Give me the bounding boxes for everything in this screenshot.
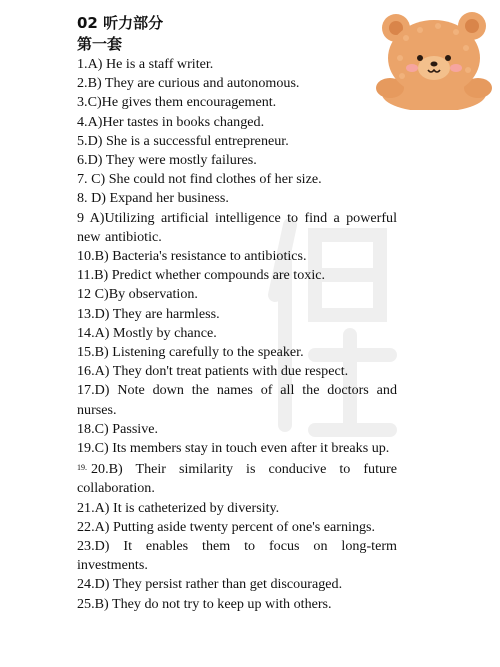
- answer-item: 11.B) Predict whether compounds are toxic.: [77, 267, 326, 284]
- answer-item: 1.A) He is a staff writer.: [77, 56, 214, 72]
- answer-item: 19.C) Its members stay in touch even after it breaks up.: [77, 440, 390, 457]
- answer-item: 24.D) They persist rather than get discouraged.: [77, 576, 343, 593]
- answer-item: 5.D) She is a successful entrepreneur.: [77, 132, 289, 149]
- answer-item: 22.A) Putting aside twenty percent of one's earnings.: [77, 518, 376, 535]
- answer-item: 3.C)He gives them encouragement.: [77, 94, 277, 111]
- answer-item: 25.B) They do not try to keep up with others.: [77, 595, 332, 612]
- answer-item: 14.A) Mostly by chance.: [77, 324, 217, 341]
- answer-item: 18.C) Passive.: [77, 420, 159, 437]
- answer-prefix: 19.: [77, 463, 87, 473]
- answer-text: 20.B) Their similarity is conducive to future collaboration.: [77, 461, 397, 497]
- answer-item: 17.D) Note down the names of all the doctors and nurses.: [77, 382, 397, 418]
- section-title: 02 听力部分: [77, 14, 164, 32]
- answer-item: 4.A)Her tastes in books changed.: [77, 113, 265, 130]
- answer-item: 10.B) Bacteria's resistance to antibiotics.: [77, 248, 307, 265]
- answer-item: 15.B) Listening carefully to the speaker.: [77, 344, 304, 361]
- answer-item: 21.A) It is catheterized by diversity.: [77, 499, 280, 516]
- answer-item: 8. D) Expand her business.: [77, 190, 229, 207]
- watermark-icon: [260, 205, 400, 445]
- answer-item: 23.D) It enables them to focus on long-term investments.: [77, 538, 397, 574]
- set-title: 第一套: [77, 35, 123, 53]
- answer-item: 7. C) She could not find clothes of her size.: [77, 171, 322, 188]
- answer-item: 6.D) They were mostly failures.: [77, 152, 257, 169]
- answer-item: 2.B) They are curious and autonomous.: [77, 75, 300, 92]
- answer-item: 9 A)Utilizing artificial intelligence to find a powerful new antibiotic.: [77, 209, 397, 245]
- answer-item: 13.D) They are harmless.: [77, 305, 220, 322]
- teddy-bear-icon: [376, 8, 492, 110]
- answer-item: 12 C)By observation.: [77, 286, 198, 303]
- answer-item: 16.A) They don't treat patients with due respect.: [77, 363, 349, 380]
- answer-item: [77, 458, 397, 498]
